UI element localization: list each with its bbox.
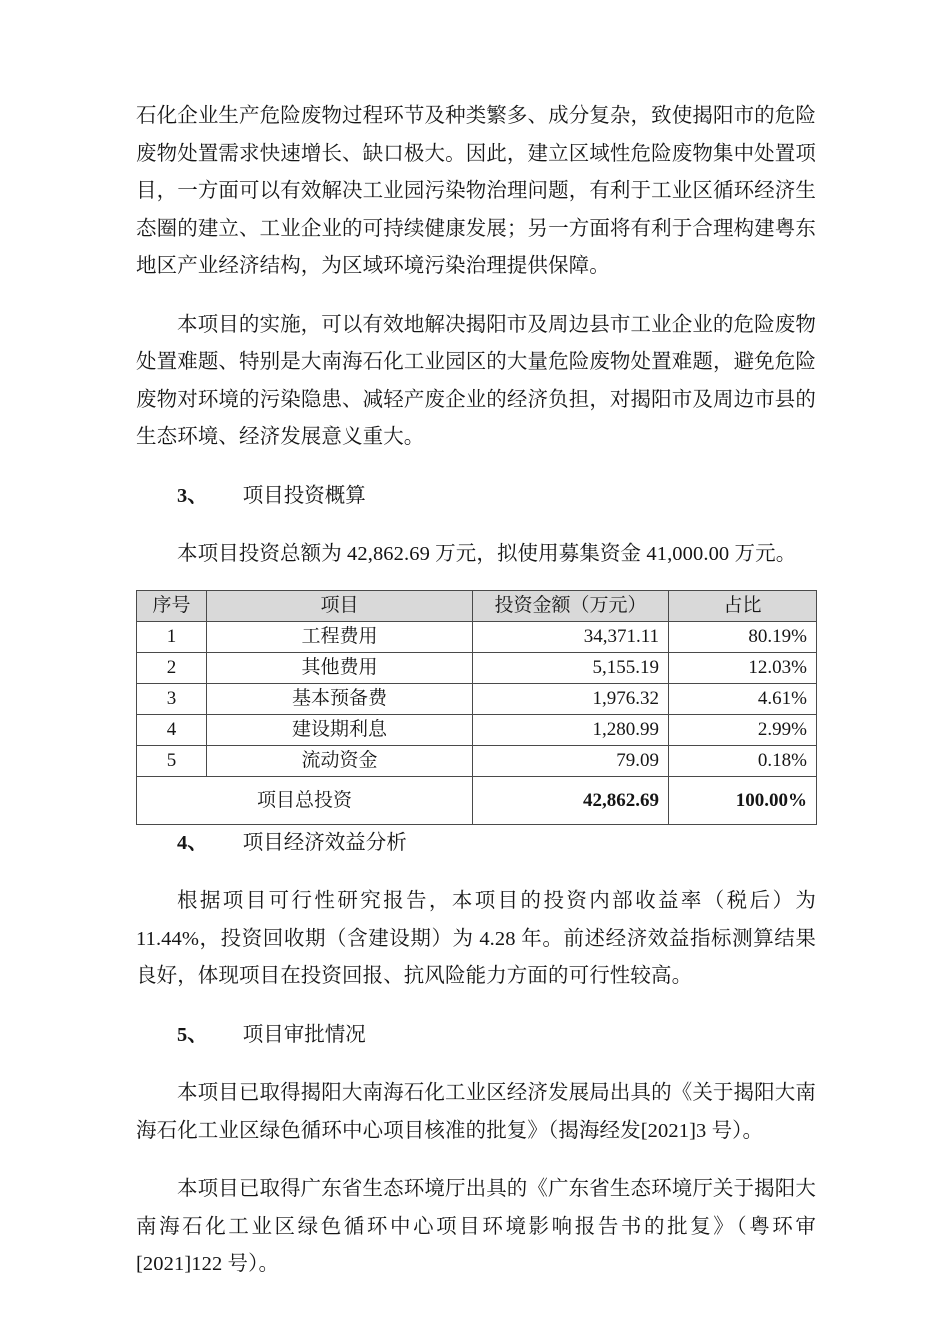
column-header-index: 序号	[137, 590, 207, 621]
table-row	[137, 745, 817, 776]
section-number: 5	[177, 1023, 188, 1046]
cell-percent: 12.03%	[669, 652, 817, 683]
cell-index: 2	[137, 652, 207, 683]
paragraph-2: 本项目的实施，可以有效地解决揭阳市及周边县市工业企业的危险废物处置难题、特别是大南海石化工业园区的大量危险废物处置难题，避免危险废物对环境的污染隐患、减轻产废企业的经济负担，对揭阳市及周边市县的生态环境、经济发展意义重大。	[136, 313, 816, 448]
table-row	[137, 714, 817, 745]
section-separator: 、	[187, 1023, 208, 1046]
document-content	[136, 98, 816, 1284]
column-header-item: 项目	[207, 590, 473, 621]
paragraph-4: 根据项目可行性研究报告，本项目的投资内部收益率（税后）为 11.44%，投资回收期（含建设期）为 4.28 年。前述经济效益指标测算结果良好，体现项目在投资回报、抗风险能力方面的可行性较高。	[136, 890, 816, 987]
paragraph-spacer	[136, 286, 816, 307]
heading-spacer	[136, 1054, 816, 1075]
section-heading-4	[136, 825, 816, 863]
paragraph-spacer	[136, 996, 816, 1017]
section-number: 4	[177, 831, 188, 854]
cell-total-percent: 100.00%	[669, 776, 817, 824]
cell-amount: 79.09	[473, 745, 669, 776]
cell-amount: 34,371.11	[473, 621, 669, 652]
heading-spacer	[136, 862, 816, 883]
section-separator: 、	[187, 484, 208, 507]
section-title: 项目审批情况	[242, 1023, 366, 1046]
paragraph-6: 本项目已取得广东省生态环境厅出具的《广东省生态环境厅关于揭阳大南海石化工业区绿色循环中心项目环境影响报告书的批复》（粤环审 [2021]122 号）。	[136, 1178, 816, 1275]
cell-amount: 1,976.32	[473, 683, 669, 714]
section-number: 3	[177, 484, 188, 507]
section-heading-5	[136, 1017, 816, 1055]
heading-spacer	[136, 515, 816, 536]
cell-item-name: 基本预备费	[207, 683, 473, 714]
cell-index: 1	[137, 621, 207, 652]
cell-percent: 2.99%	[669, 714, 817, 745]
paragraph-5: 本项目已取得揭阳大南海石化工业区经济发展局出具的《关于揭阳大南海石化工业区绿色循环中心项目核准的批复》（揭海经发[2021]3 号）。	[136, 1082, 816, 1142]
cell-item-name: 建设期利息	[207, 714, 473, 745]
table-body	[137, 621, 817, 824]
cell-item-name: 其他费用	[207, 652, 473, 683]
investment-table	[136, 590, 817, 825]
section-separator: 、	[187, 831, 208, 854]
section-title: 项目投资概算	[242, 484, 366, 507]
column-header-amount: 投资金额（万元）	[473, 590, 669, 621]
table-row	[137, 652, 817, 683]
cell-index: 3	[137, 683, 207, 714]
cell-amount: 1,280.99	[473, 714, 669, 745]
table-row	[137, 683, 817, 714]
section-title: 项目经济效益分析	[242, 831, 407, 854]
cell-percent: 4.61%	[669, 683, 817, 714]
cell-total-label: 项目总投资	[137, 776, 473, 824]
paragraph-spacer	[136, 457, 816, 478]
cell-percent: 0.18%	[669, 745, 817, 776]
table-total-row	[137, 776, 817, 824]
table-header-row	[137, 590, 817, 621]
cell-item-name: 流动资金	[207, 745, 473, 776]
table-header	[137, 590, 817, 621]
cell-amount: 5,155.19	[473, 652, 669, 683]
paragraph-spacer	[136, 1150, 816, 1171]
cell-percent: 80.19%	[669, 621, 817, 652]
paragraph-1: 石化企业生产危险废物过程环节及种类繁多、成分复杂，致使揭阳市的危险废物处置需求快速增长、缺口极大。因此，建立区域性危险废物集中处置项目，一方面可以有效解决工业园污染物治理问题，有利于工业区循环经济生态圈的建立、工业企业的可持续健康发展；另一方面将有利于合理构建粤东地区产业经济结构，为区域环境污染治理提供保障。	[136, 105, 816, 277]
cell-index: 5	[137, 745, 207, 776]
table-spacer	[136, 574, 816, 590]
table-row	[137, 621, 817, 652]
paragraph-3: 本项目投资总额为 42,862.69 万元，拟使用募集资金 41,000.00 万元。	[177, 543, 797, 565]
cell-item-name: 工程费用	[207, 621, 473, 652]
column-header-percent: 占比	[669, 590, 817, 621]
cell-total-amount: 42,862.69	[473, 776, 669, 824]
investment-table-wrapper	[136, 590, 816, 825]
section-heading-3	[136, 478, 816, 516]
cell-index: 4	[137, 714, 207, 745]
